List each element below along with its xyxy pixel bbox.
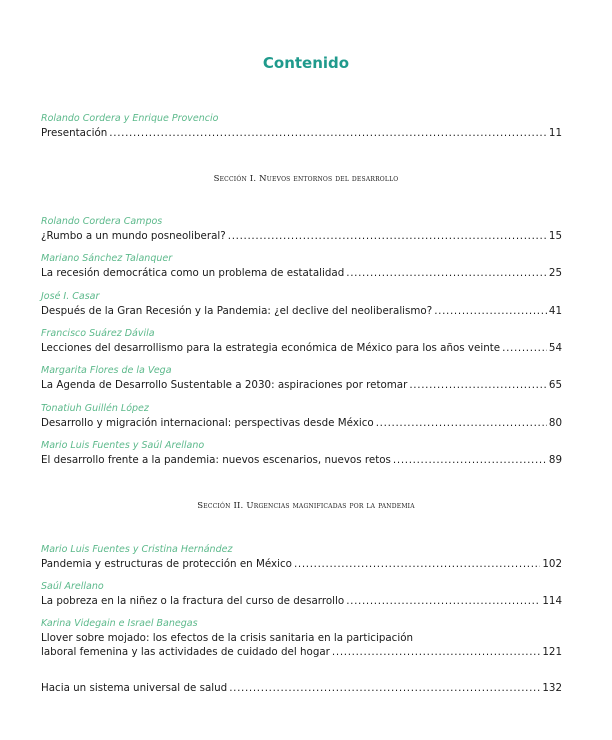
toc-entry[interactable]: [41, 365, 562, 392]
toc-entry[interactable]: [41, 544, 562, 571]
toc-entry[interactable]: [41, 113, 562, 140]
entry-author: Karina Videgain e Israel Banegas: [41, 618, 198, 629]
entry-page: 65: [548, 379, 562, 391]
dot-leader: [434, 304, 547, 318]
toc-entry[interactable]: [41, 440, 562, 467]
entry-title: laboral femenina y las actividades de cuidado del hogar: [41, 646, 330, 658]
entry-author: Margarita Flores de la Vega: [41, 365, 172, 376]
toc-entry[interactable]: [41, 403, 562, 430]
dot-leader: [346, 266, 547, 280]
entry-line: [41, 229, 562, 243]
entry-author: Tonatiuh Guillén López: [41, 403, 149, 414]
entry-title: La recesión democrática como un problema de estatalidad: [41, 267, 345, 279]
toc-entry[interactable]: [41, 618, 562, 659]
entry-author: Mariano Sánchez Talanquer: [41, 253, 173, 264]
entry-page: 25: [548, 267, 562, 279]
entry-title: Después de la Gran Recesión y la Pandemia: ¿el declive del neoliberalismo?: [41, 305, 433, 317]
entry-page: 11: [548, 127, 562, 139]
dot-leader: [409, 378, 547, 392]
dot-leader: [393, 453, 547, 467]
entry-author: Francisco Suárez Dávila: [41, 328, 155, 339]
page-title: Contenido: [262, 54, 350, 72]
entry-line: [41, 453, 562, 467]
dot-leader: [229, 681, 540, 695]
entry-title: Desarrollo y migración internacional: perspectivas desde México: [41, 417, 374, 429]
entry-line: [41, 304, 562, 318]
entry-line: [41, 681, 562, 695]
entry-author: Mario Luis Fuentes y Cristina Hernández: [41, 544, 233, 555]
entry-title: Lecciones del desarrollismo para la estrategia económica de México para los años veinte: [41, 342, 501, 354]
entry-title: Pandemia y estructuras de protección en México: [41, 558, 292, 570]
entry-title-line1: Llover sobre mojado: los efectos de la crisis sanitaria en la participación: [41, 632, 414, 644]
entry-page: 102: [542, 558, 562, 570]
entry-line: [41, 341, 562, 355]
dot-leader: [502, 341, 547, 355]
entry-page: 80: [548, 417, 562, 429]
entry-page: 54: [548, 342, 562, 354]
dot-leader: [376, 416, 547, 430]
toc-entry[interactable]: [41, 216, 562, 243]
entry-title: Presentación: [41, 127, 108, 139]
toc-entry[interactable]: [41, 253, 562, 280]
entry-line: [41, 416, 562, 430]
entry-title: Hacia un sistema universal de salud: [41, 682, 228, 694]
entry-author: Saúl Arellano: [41, 581, 104, 592]
entry-title: La pobreza en la niñez o la fractura del curso de desarrollo: [41, 595, 345, 607]
entry-page: 114: [542, 595, 562, 607]
dot-leader: [346, 594, 540, 608]
entry-author: José I. Casar: [41, 291, 100, 302]
dot-leader: [228, 229, 547, 243]
entry-author: Rolando Cordera Campos: [41, 216, 163, 227]
toc-entry[interactable]: [41, 681, 562, 695]
entry-page: 132: [542, 682, 562, 694]
section-heading: Sección II. Urgencias magnificadas por la pandemia: [197, 501, 415, 511]
entry-line: [41, 594, 562, 608]
dot-leader: [294, 557, 540, 571]
entry-line: [41, 557, 562, 571]
entry-page: 15: [548, 230, 562, 242]
entry-title: El desarrollo frente a la pandemia: nuevos escenarios, nuevos retos: [41, 454, 391, 466]
entry-page: 41: [548, 305, 562, 317]
toc-entry[interactable]: [41, 581, 562, 608]
entry-page: 89: [548, 454, 562, 466]
entry-page: 121: [542, 646, 562, 658]
entry-title: La Agenda de Desarrollo Sustentable a 2030: aspiraciones por retomar: [41, 379, 408, 391]
entry-line: [41, 378, 562, 392]
dot-leader: [332, 645, 540, 659]
entry-line: [41, 645, 562, 659]
toc-entry[interactable]: [41, 291, 562, 318]
dot-leader: [109, 126, 547, 140]
entry-title: ¿Rumbo a un mundo posneoliberal?: [41, 230, 226, 242]
entry-author: Mario Luis Fuentes y Saúl Arellano: [41, 440, 205, 451]
section-heading: Sección I. Nuevos entornos del desarrollo: [213, 174, 399, 184]
entry-line: [41, 266, 562, 280]
toc-entry[interactable]: [41, 328, 562, 355]
entry-author: Rolando Cordera y Enrique Provencio: [41, 113, 219, 124]
entry-line: [41, 126, 562, 140]
